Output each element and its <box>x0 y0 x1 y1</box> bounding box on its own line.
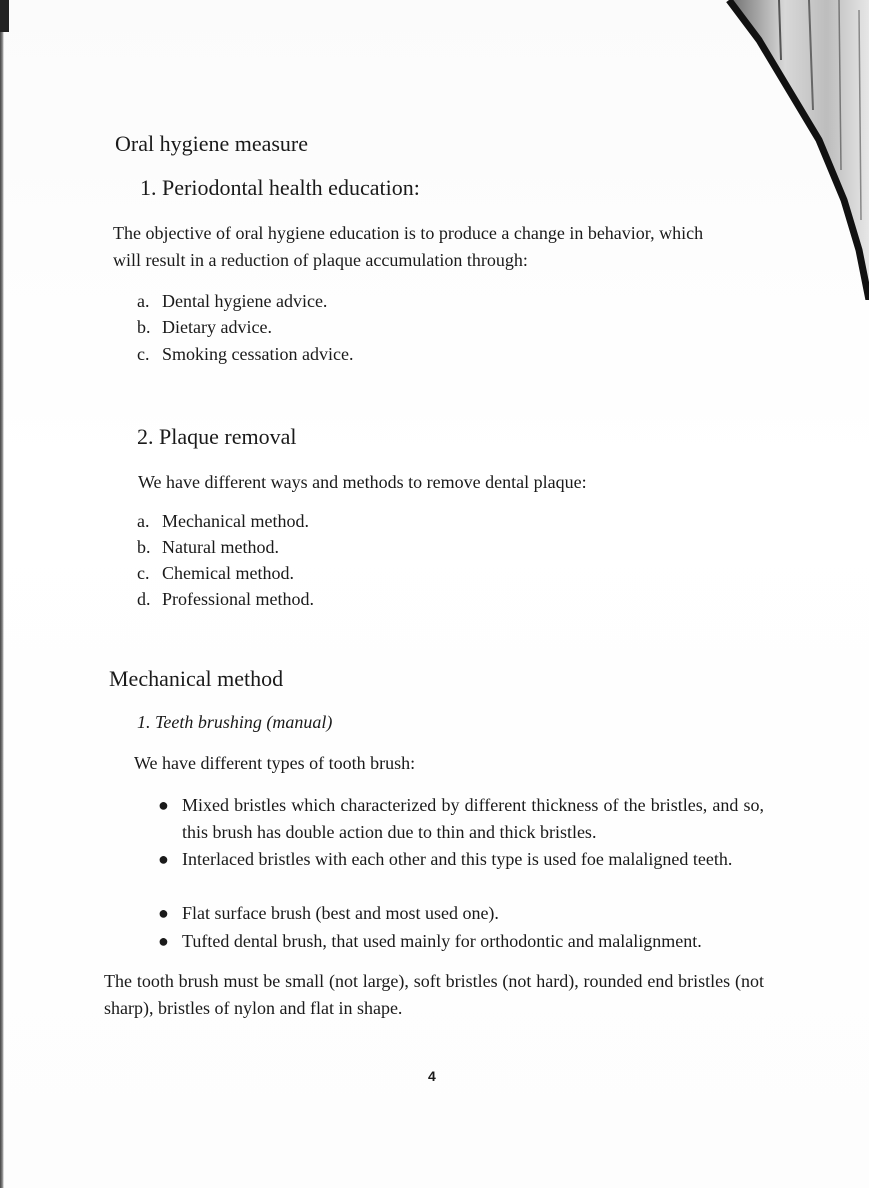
left-page-edge-mark <box>0 0 9 32</box>
heading-periodontal-health-education: 1. Periodontal health education: <box>140 175 420 200</box>
list-item <box>137 288 327 314</box>
list-item-text: Dental hygiene advice. <box>162 291 328 311</box>
list-item-label: d. <box>137 589 151 609</box>
folded-corner-shadow <box>709 0 869 300</box>
paragraph-tooth-brush-types-intro: We have different types of tooth brush: <box>134 753 416 773</box>
list-item-text: Chemical method. <box>162 563 294 583</box>
bullet-item <box>158 846 764 873</box>
bullet-item <box>158 792 764 846</box>
list-item-label: b. <box>137 537 151 557</box>
bullet-dot-icon: ● <box>158 849 169 869</box>
list-item <box>137 508 309 534</box>
list-item <box>137 560 294 586</box>
bullet-item <box>158 900 764 927</box>
list-item <box>137 314 272 340</box>
paragraph-objective-line-1: The objective of oral hygiene education is to produce a change in behavior, which <box>113 223 704 243</box>
bullet-dot-icon: ● <box>158 903 169 923</box>
list-item-label: b. <box>137 317 151 337</box>
section-title-oral-hygiene: Oral hygiene measure <box>115 131 309 156</box>
list-item-text: Smoking cessation advice. <box>162 344 354 364</box>
list-item-text: Professional method. <box>162 589 314 609</box>
list-item-text: Natural method. <box>162 537 279 557</box>
list-item-label: c. <box>137 563 150 583</box>
list-item-label: c. <box>137 344 150 364</box>
heading-plaque-removal: 2. Plaque removal <box>137 424 297 449</box>
list-item-text: Mechanical method. <box>162 511 309 531</box>
paragraph-objective-line-2: will result in a reduction of plaque accumulation through: <box>113 250 528 270</box>
bullet-dot-icon: ● <box>158 931 169 951</box>
bullet-item <box>158 928 764 955</box>
bullet-item-text: Mixed bristles which characterized by different thickness of the bristles, and so, this brush has double action due to thin and thick bristles. <box>182 795 764 842</box>
bullet-item-text: Flat surface brush (best and most used one). <box>182 903 499 923</box>
bullet-item-text: Interlaced bristles with each other and this type is used foe malaligned teeth. <box>182 849 733 869</box>
list-item-label: a. <box>137 511 150 531</box>
list-item <box>137 586 314 612</box>
list-item <box>137 341 353 367</box>
bullet-item-text: Tufted dental brush, that used mainly for orthodontic and malalignment. <box>182 931 702 951</box>
list-item-text: Dietary advice. <box>162 317 272 337</box>
bullet-dot-icon: ● <box>158 795 169 815</box>
paragraph-tooth-brush-requirements: The tooth brush must be small (not large), soft bristles (not hard), rounded end bristles (not sharp), bristles of nylon and flat in shape. <box>104 971 764 1018</box>
heading-teeth-brushing: 1. Teeth brushing (manual) <box>137 712 333 732</box>
paragraph-plaque-removal-intro: We have different ways and methods to remove dental plaque: <box>138 472 587 492</box>
left-page-edge <box>0 0 4 1188</box>
list-item <box>137 534 279 560</box>
page-number: 4 <box>428 1068 436 1084</box>
list-item-label: a. <box>137 291 150 311</box>
section-title-mechanical-method: Mechanical method <box>109 666 284 691</box>
